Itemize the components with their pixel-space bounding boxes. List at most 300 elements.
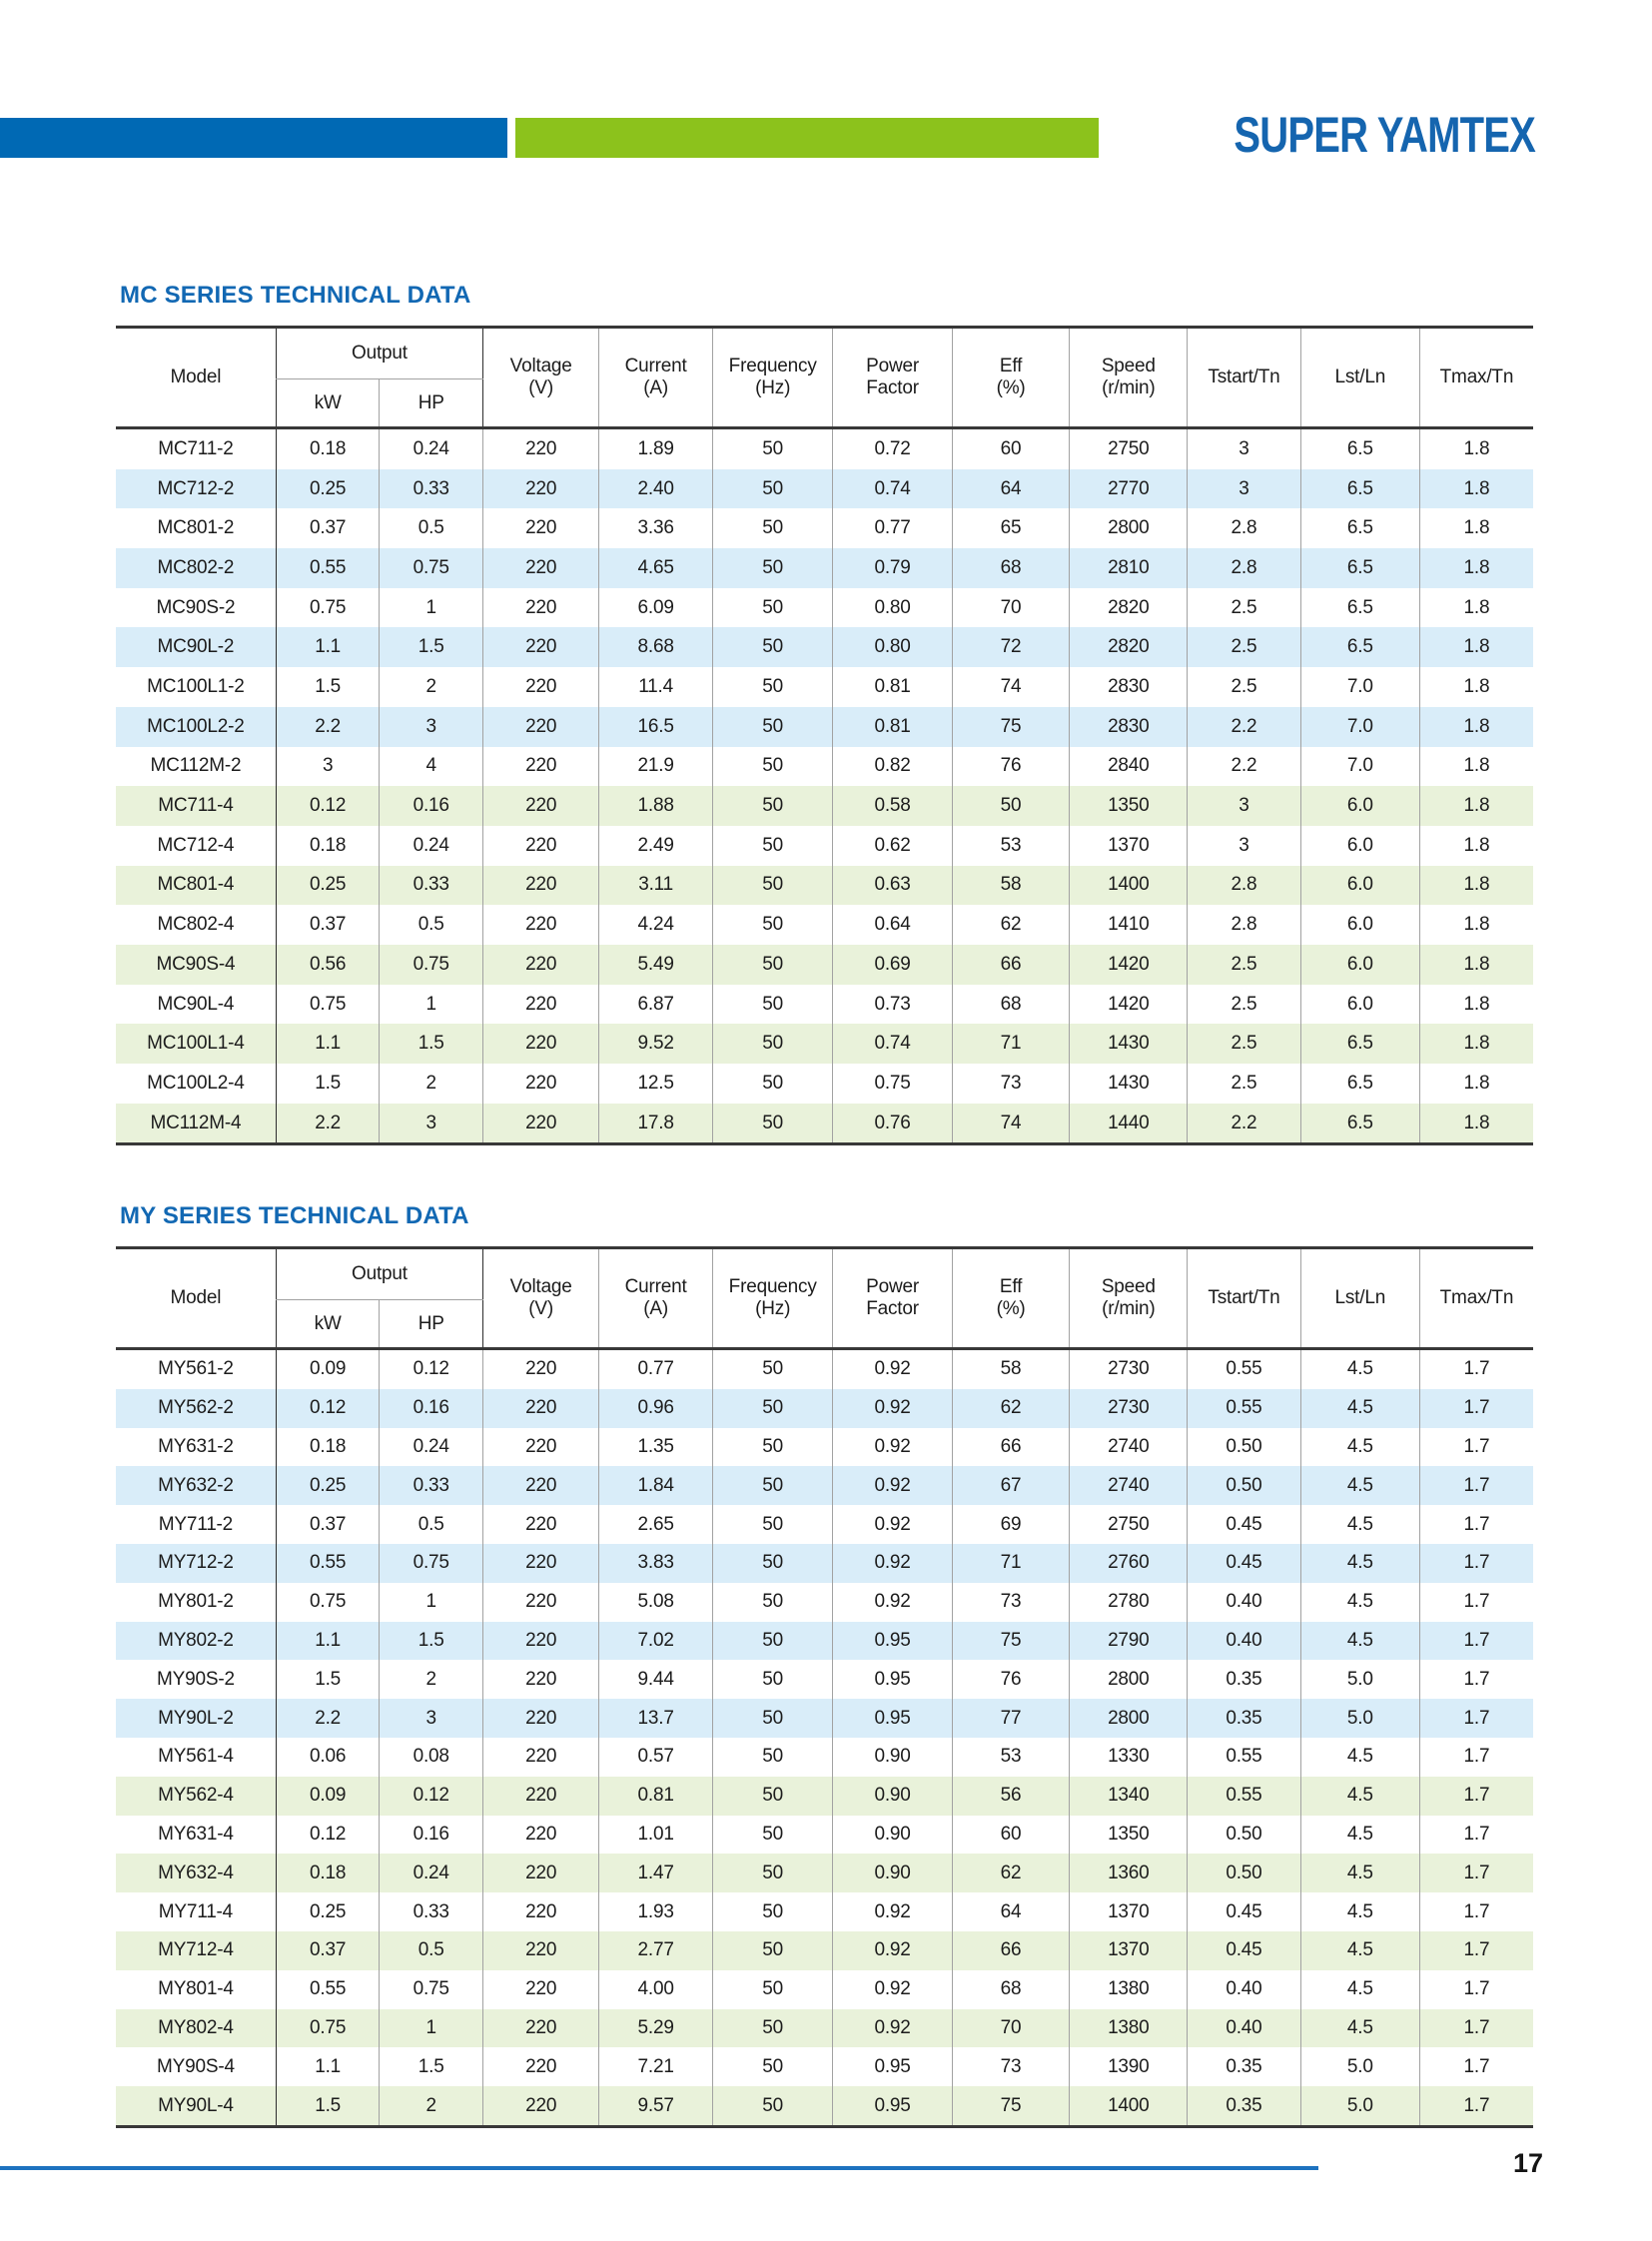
cell-value: 0.62 <box>833 826 952 866</box>
cell-value: 4.5 <box>1300 1583 1419 1622</box>
table-body <box>116 428 1533 1144</box>
cell-value: 56 <box>952 1777 1070 1816</box>
table-row <box>116 2009 1533 2048</box>
cell-value: 0.24 <box>380 1428 483 1467</box>
cell-value: 5.0 <box>1300 1699 1419 1738</box>
cell-value: 220 <box>483 1428 599 1467</box>
cell-value: 220 <box>483 1544 599 1583</box>
cell-model: MC801-2 <box>157 517 235 539</box>
table-row <box>116 508 1533 548</box>
cell-value: 3 <box>1188 469 1301 509</box>
cell-value: 76 <box>952 747 1070 787</box>
cell-value: 0.25 <box>276 469 380 509</box>
cell-value: 1.35 <box>599 1428 713 1467</box>
cell-value: 0.92 <box>833 1931 952 1970</box>
cell-value: 77 <box>952 1699 1070 1738</box>
cell-value: 4.5 <box>1300 1777 1419 1816</box>
cell-value: 0.25 <box>276 1892 380 1931</box>
cell-value: 1350 <box>1070 786 1188 826</box>
header-output-group: Output <box>276 328 482 379</box>
cell-value: 2730 <box>1070 1389 1188 1428</box>
cell-value: 0.24 <box>380 1854 483 1892</box>
cell-value: 50 <box>712 2086 833 2126</box>
my-series-section <box>116 1203 1533 2128</box>
cell-value: 0.92 <box>833 1544 952 1583</box>
cell-value: 2830 <box>1070 667 1188 707</box>
cell-value: 0.79 <box>833 548 952 588</box>
cell-model: MC711-4 <box>158 795 234 817</box>
cell-model: MC712-4 <box>157 834 235 856</box>
table-header <box>116 328 1533 428</box>
cell-model: MY802-2 <box>158 1630 234 1652</box>
cell-value: 1 <box>380 1583 483 1622</box>
cell-value: 0.37 <box>276 508 380 548</box>
cell-value: 0.33 <box>380 469 483 509</box>
cell-value: 0.12 <box>276 786 380 826</box>
cell-model: MC90L-2 <box>157 636 235 658</box>
header-lst: Lst/Ln <box>1300 328 1419 428</box>
cell-value: 1.8 <box>1419 667 1533 707</box>
cell-value: 4.5 <box>1300 1816 1419 1855</box>
cell-value: 1360 <box>1070 1854 1188 1892</box>
cell-value: 220 <box>483 1931 599 1970</box>
cell-value: 220 <box>483 548 599 588</box>
cell-value: 0.12 <box>380 1777 483 1816</box>
cell-model: MY801-2 <box>158 1591 234 1613</box>
table-row <box>116 1064 1533 1104</box>
cell-value: 0.75 <box>276 985 380 1025</box>
cell-value: 6.5 <box>1300 588 1419 628</box>
cell-value: 68 <box>952 548 1070 588</box>
cell-value: 220 <box>483 627 599 667</box>
cell-value: 2750 <box>1070 428 1188 469</box>
table-row <box>116 1349 1533 1389</box>
cell-value: 2.2 <box>1188 747 1301 787</box>
cell-value: 2740 <box>1070 1428 1188 1467</box>
cell-value: 3 <box>380 1699 483 1738</box>
cell-value: 1.5 <box>380 627 483 667</box>
cell-value: 1.7 <box>1419 1931 1533 1970</box>
cell-value: 75 <box>952 1622 1070 1661</box>
cell-value: 2 <box>380 1660 483 1699</box>
cell-value: 0.16 <box>380 1389 483 1428</box>
cell-value: 0.81 <box>833 667 952 707</box>
cell-value: 0.75 <box>833 1064 952 1104</box>
cell-value: 0.5 <box>380 905 483 945</box>
cell-value: 1.7 <box>1419 1738 1533 1777</box>
section-title-mc: MC SERIES TECHNICAL DATA <box>120 282 471 309</box>
cell-value: 9.52 <box>599 1024 713 1064</box>
table-row <box>116 1583 1533 1622</box>
cell-value: 0.40 <box>1188 2009 1301 2048</box>
cell-value: 4.5 <box>1300 1970 1419 2009</box>
cell-value: 2.5 <box>1188 667 1301 707</box>
cell-value: 60 <box>952 428 1070 469</box>
cell-value: 66 <box>952 1428 1070 1467</box>
cell-value: 6.5 <box>1300 1064 1419 1104</box>
cell-value: 75 <box>952 2086 1070 2126</box>
cell-value: 0.76 <box>833 1104 952 1144</box>
cell-value: 2.8 <box>1188 548 1301 588</box>
cell-value: 0.35 <box>1188 2086 1301 2126</box>
cell-value: 0.75 <box>276 588 380 628</box>
cell-value: 0.95 <box>833 1622 952 1661</box>
cell-value: 50 <box>712 945 833 985</box>
cell-value: 2810 <box>1070 548 1188 588</box>
cell-value: 1340 <box>1070 1777 1188 1816</box>
cell-value: 220 <box>483 1970 599 2009</box>
cell-value: 0.33 <box>380 1892 483 1931</box>
cell-value: 0.33 <box>380 866 483 906</box>
cell-value: 50 <box>712 1466 833 1505</box>
cell-model: MY562-4 <box>158 1785 234 1807</box>
cell-value: 0.18 <box>276 826 380 866</box>
cell-value: 2.40 <box>599 469 713 509</box>
cell-value: 6.5 <box>1300 548 1419 588</box>
cell-value: 1.8 <box>1419 1024 1533 1064</box>
cell-value: 0.81 <box>833 707 952 747</box>
cell-model: MY90L-4 <box>158 2094 234 2116</box>
cell-value: 66 <box>952 945 1070 985</box>
cell-value: 9.57 <box>599 2086 713 2126</box>
cell-value: 3.11 <box>599 866 713 906</box>
cell-value: 50 <box>712 826 833 866</box>
cell-model: MC90S-2 <box>156 596 236 618</box>
cell-value: 1.7 <box>1419 1892 1533 1931</box>
cell-value: 2830 <box>1070 707 1188 747</box>
cell-value: 6.0 <box>1300 985 1419 1025</box>
cell-value: 0.55 <box>276 1970 380 2009</box>
cell-value: 50 <box>712 1970 833 2009</box>
cell-value: 220 <box>483 1699 599 1738</box>
cell-value: 220 <box>483 747 599 787</box>
cell-value: 5.29 <box>599 2009 713 2048</box>
cell-value: 50 <box>712 786 833 826</box>
cell-value: 2 <box>380 1064 483 1104</box>
cell-value: 1.8 <box>1419 866 1533 906</box>
cell-value: 0.82 <box>833 747 952 787</box>
cell-value: 220 <box>483 1777 599 1816</box>
cell-value: 1.5 <box>380 2047 483 2086</box>
cell-value: 0.12 <box>380 1349 483 1389</box>
cell-value: 66 <box>952 1931 1070 1970</box>
cell-value: 50 <box>712 2047 833 2086</box>
table-row <box>116 1544 1533 1583</box>
cell-value: 1.5 <box>380 1622 483 1661</box>
table-row <box>116 428 1533 469</box>
cell-value: 2730 <box>1070 1349 1188 1389</box>
cell-value: 0.92 <box>833 1583 952 1622</box>
cell-value: 7.0 <box>1300 747 1419 787</box>
cell-model: MY90S-2 <box>157 1668 235 1690</box>
cell-value: 50 <box>712 1104 833 1144</box>
cell-value: 1.8 <box>1419 428 1533 469</box>
cell-value: 220 <box>483 1104 599 1144</box>
cell-value: 50 <box>712 1854 833 1892</box>
cell-model: MY90S-4 <box>157 2055 235 2077</box>
cell-value: 1420 <box>1070 945 1188 985</box>
cell-value: 74 <box>952 667 1070 707</box>
cell-value: 1.8 <box>1419 548 1533 588</box>
cell-model: MC112M-2 <box>150 755 242 777</box>
cell-value: 6.0 <box>1300 945 1419 985</box>
cell-value: 0.90 <box>833 1738 952 1777</box>
section-title-my: MY SERIES TECHNICAL DATA <box>120 1202 469 1229</box>
cell-value: 1370 <box>1070 826 1188 866</box>
cell-model: MY801-4 <box>158 1978 234 2000</box>
cell-value: 50 <box>712 1544 833 1583</box>
cell-value: 220 <box>483 1583 599 1622</box>
cell-value: 1.8 <box>1419 747 1533 787</box>
cell-value: 50 <box>712 1064 833 1104</box>
cell-value: 1420 <box>1070 985 1188 1025</box>
table-row <box>116 1505 1533 1544</box>
table-row <box>116 2086 1533 2126</box>
cell-value: 50 <box>712 508 833 548</box>
cell-model: MC100L2-2 <box>147 715 245 737</box>
cell-value: 0.35 <box>1188 1699 1301 1738</box>
cell-value: 0.55 <box>1188 1738 1301 1777</box>
cell-value: 2840 <box>1070 747 1188 787</box>
table-row <box>116 1622 1533 1661</box>
table-row <box>116 2047 1533 2086</box>
cell-value: 76 <box>952 1660 1070 1699</box>
cell-value: 53 <box>952 826 1070 866</box>
cell-value: 1.7 <box>1419 2047 1533 2086</box>
cell-value: 1.7 <box>1419 2086 1533 2126</box>
cell-value: 220 <box>483 1854 599 1892</box>
cell-value: 6.5 <box>1300 1024 1419 1064</box>
cell-value: 4.65 <box>599 548 713 588</box>
cell-value: 2 <box>380 667 483 707</box>
table-row <box>116 1024 1533 1064</box>
table-row <box>116 627 1533 667</box>
cell-value: 1.7 <box>1419 1428 1533 1467</box>
header-frequency: Frequency (Hz) <box>712 328 833 428</box>
table-row <box>116 985 1533 1025</box>
cell-value: 0.92 <box>833 1970 952 2009</box>
table-row <box>116 866 1533 906</box>
cell-value: 0.90 <box>833 1854 952 1892</box>
mc-series-table <box>116 326 1533 1145</box>
cell-value: 71 <box>952 1544 1070 1583</box>
cell-value: 1.7 <box>1419 1699 1533 1738</box>
table-row <box>116 1854 1533 1892</box>
table-row <box>116 1970 1533 2009</box>
cell-value: 2.5 <box>1188 945 1301 985</box>
cell-value: 75 <box>952 707 1070 747</box>
cell-value: 220 <box>483 428 599 469</box>
cell-value: 2770 <box>1070 469 1188 509</box>
cell-value: 50 <box>712 1777 833 1816</box>
cell-value: 73 <box>952 1064 1070 1104</box>
cell-value: 4.24 <box>599 905 713 945</box>
cell-value: 0.55 <box>276 548 380 588</box>
cell-value: 220 <box>483 588 599 628</box>
table-row <box>116 905 1533 945</box>
cell-value: 2750 <box>1070 1505 1188 1544</box>
cell-value: 0.18 <box>276 428 380 469</box>
cell-value: 4.5 <box>1300 2009 1419 2048</box>
cell-value: 1.7 <box>1419 1544 1533 1583</box>
cell-value: 1440 <box>1070 1104 1188 1144</box>
cell-value: 58 <box>952 1349 1070 1389</box>
header-output-group: Output <box>276 1248 482 1300</box>
cell-value: 50 <box>712 1389 833 1428</box>
cell-value: 1.8 <box>1419 469 1533 509</box>
header-current: Current (A) <box>599 328 713 428</box>
cell-value: 0.58 <box>833 786 952 826</box>
cell-value: 0.75 <box>276 2009 380 2048</box>
cell-value: 1.7 <box>1419 1466 1533 1505</box>
cell-value: 0.08 <box>380 1738 483 1777</box>
cell-value: 0.33 <box>380 1466 483 1505</box>
cell-value: 2820 <box>1070 627 1188 667</box>
header-tstart: Tstart/Tn <box>1188 328 1301 428</box>
cell-value: 220 <box>483 1816 599 1855</box>
cell-value: 16.5 <box>599 707 713 747</box>
cell-value: 68 <box>952 985 1070 1025</box>
cell-value: 3.83 <box>599 1544 713 1583</box>
cell-value: 220 <box>483 985 599 1025</box>
cell-value: 50 <box>952 786 1070 826</box>
cell-value: 0.77 <box>833 508 952 548</box>
cell-value: 1.89 <box>599 428 713 469</box>
cell-value: 2800 <box>1070 508 1188 548</box>
header-model: Model <box>170 367 222 388</box>
cell-model: MC112M-4 <box>150 1112 242 1133</box>
cell-value: 6.5 <box>1300 508 1419 548</box>
cell-model: MC90S-4 <box>156 953 236 975</box>
cell-value: 50 <box>712 1738 833 1777</box>
cell-value: 0.37 <box>276 1505 380 1544</box>
cell-value: 4.5 <box>1300 1349 1419 1389</box>
cell-value: 62 <box>952 1854 1070 1892</box>
cell-value: 2.8 <box>1188 905 1301 945</box>
cell-value: 220 <box>483 469 599 509</box>
cell-value: 2760 <box>1070 1544 1188 1583</box>
cell-value: 1330 <box>1070 1738 1188 1777</box>
cell-value: 2.49 <box>599 826 713 866</box>
cell-value: 0.77 <box>599 1349 713 1389</box>
cell-value: 220 <box>483 2047 599 2086</box>
cell-value: 1370 <box>1070 1892 1188 1931</box>
cell-value: 1.1 <box>276 627 380 667</box>
header-current: Current (A) <box>599 1248 713 1349</box>
mc-series-section <box>116 283 1533 1145</box>
cell-value: 1.1 <box>276 2047 380 2086</box>
cell-value: 5.0 <box>1300 2086 1419 2126</box>
cell-value: 7.21 <box>599 2047 713 2086</box>
cell-value: 220 <box>483 786 599 826</box>
cell-value: 1.5 <box>380 1024 483 1064</box>
cell-value: 220 <box>483 905 599 945</box>
cell-value: 0.57 <box>599 1738 713 1777</box>
cell-value: 220 <box>483 1892 599 1931</box>
header-eff: Eff (%) <box>952 328 1070 428</box>
cell-value: 5.0 <box>1300 1660 1419 1699</box>
cell-value: 17.8 <box>599 1104 713 1144</box>
cell-value: 50 <box>712 985 833 1025</box>
cell-value: 4.00 <box>599 1970 713 2009</box>
cell-value: 4.5 <box>1300 1854 1419 1892</box>
cell-value: 0.92 <box>833 2009 952 2048</box>
cell-value: 1370 <box>1070 1931 1188 1970</box>
cell-value: 50 <box>712 1660 833 1699</box>
cell-value: 220 <box>483 1466 599 1505</box>
header-green-bar <box>515 118 1099 158</box>
cell-value: 2.5 <box>1188 588 1301 628</box>
cell-value: 0.75 <box>380 1544 483 1583</box>
cell-value: 2740 <box>1070 1466 1188 1505</box>
table-row <box>116 1428 1533 1467</box>
header-power-factor: Power Factor <box>833 328 952 428</box>
cell-value: 0.5 <box>380 1505 483 1544</box>
cell-value: 13.7 <box>599 1699 713 1738</box>
cell-value: 0.50 <box>1188 1854 1301 1892</box>
cell-value: 12.5 <box>599 1064 713 1104</box>
table-row <box>116 667 1533 707</box>
cell-value: 0.18 <box>276 1854 380 1892</box>
cell-value: 50 <box>712 2009 833 2048</box>
cell-value: 1.7 <box>1419 1389 1533 1428</box>
cell-value: 2820 <box>1070 588 1188 628</box>
cell-value: 2.5 <box>1188 1064 1301 1104</box>
cell-value: 0.45 <box>1188 1505 1301 1544</box>
table-row <box>116 1699 1533 1738</box>
cell-value: 0.45 <box>1188 1544 1301 1583</box>
cell-value: 0.50 <box>1188 1466 1301 1505</box>
table-row <box>116 1466 1533 1505</box>
cell-model: MY561-2 <box>158 1358 234 1380</box>
cell-value: 64 <box>952 1892 1070 1931</box>
cell-value: 0.75 <box>380 548 483 588</box>
footer-rule <box>0 2166 1318 2170</box>
cell-value: 5.49 <box>599 945 713 985</box>
cell-value: 21.9 <box>599 747 713 787</box>
cell-value: 72 <box>952 627 1070 667</box>
cell-value: 1.5 <box>276 1064 380 1104</box>
cell-value: 0.80 <box>833 588 952 628</box>
cell-value: 1.1 <box>276 1622 380 1661</box>
cell-value: 1.01 <box>599 1816 713 1855</box>
cell-value: 74 <box>952 1104 1070 1144</box>
cell-model: MC100L2-4 <box>147 1072 245 1094</box>
cell-value: 220 <box>483 1024 599 1064</box>
cell-value: 0.90 <box>833 1816 952 1855</box>
table-row <box>116 1892 1533 1931</box>
cell-value: 1.8 <box>1419 1064 1533 1104</box>
cell-value: 1.5 <box>276 1660 380 1699</box>
table-row <box>116 945 1533 985</box>
cell-value: 50 <box>712 1622 833 1661</box>
cell-value: 1 <box>380 985 483 1025</box>
cell-value: 6.0 <box>1300 826 1419 866</box>
cell-value: 0.09 <box>276 1349 380 1389</box>
cell-value: 0.55 <box>1188 1389 1301 1428</box>
cell-value: 0.92 <box>833 1349 952 1389</box>
cell-value: 0.75 <box>276 1583 380 1622</box>
cell-value: 6.87 <box>599 985 713 1025</box>
cell-value: 2780 <box>1070 1583 1188 1622</box>
cell-value: 50 <box>712 1349 833 1389</box>
cell-value: 1.8 <box>1419 508 1533 548</box>
cell-value: 0.50 <box>1188 1428 1301 1467</box>
cell-value: 0.50 <box>1188 1816 1301 1855</box>
table-row <box>116 1816 1533 1855</box>
cell-value: 60 <box>952 1816 1070 1855</box>
cell-value: 1.5 <box>276 667 380 707</box>
